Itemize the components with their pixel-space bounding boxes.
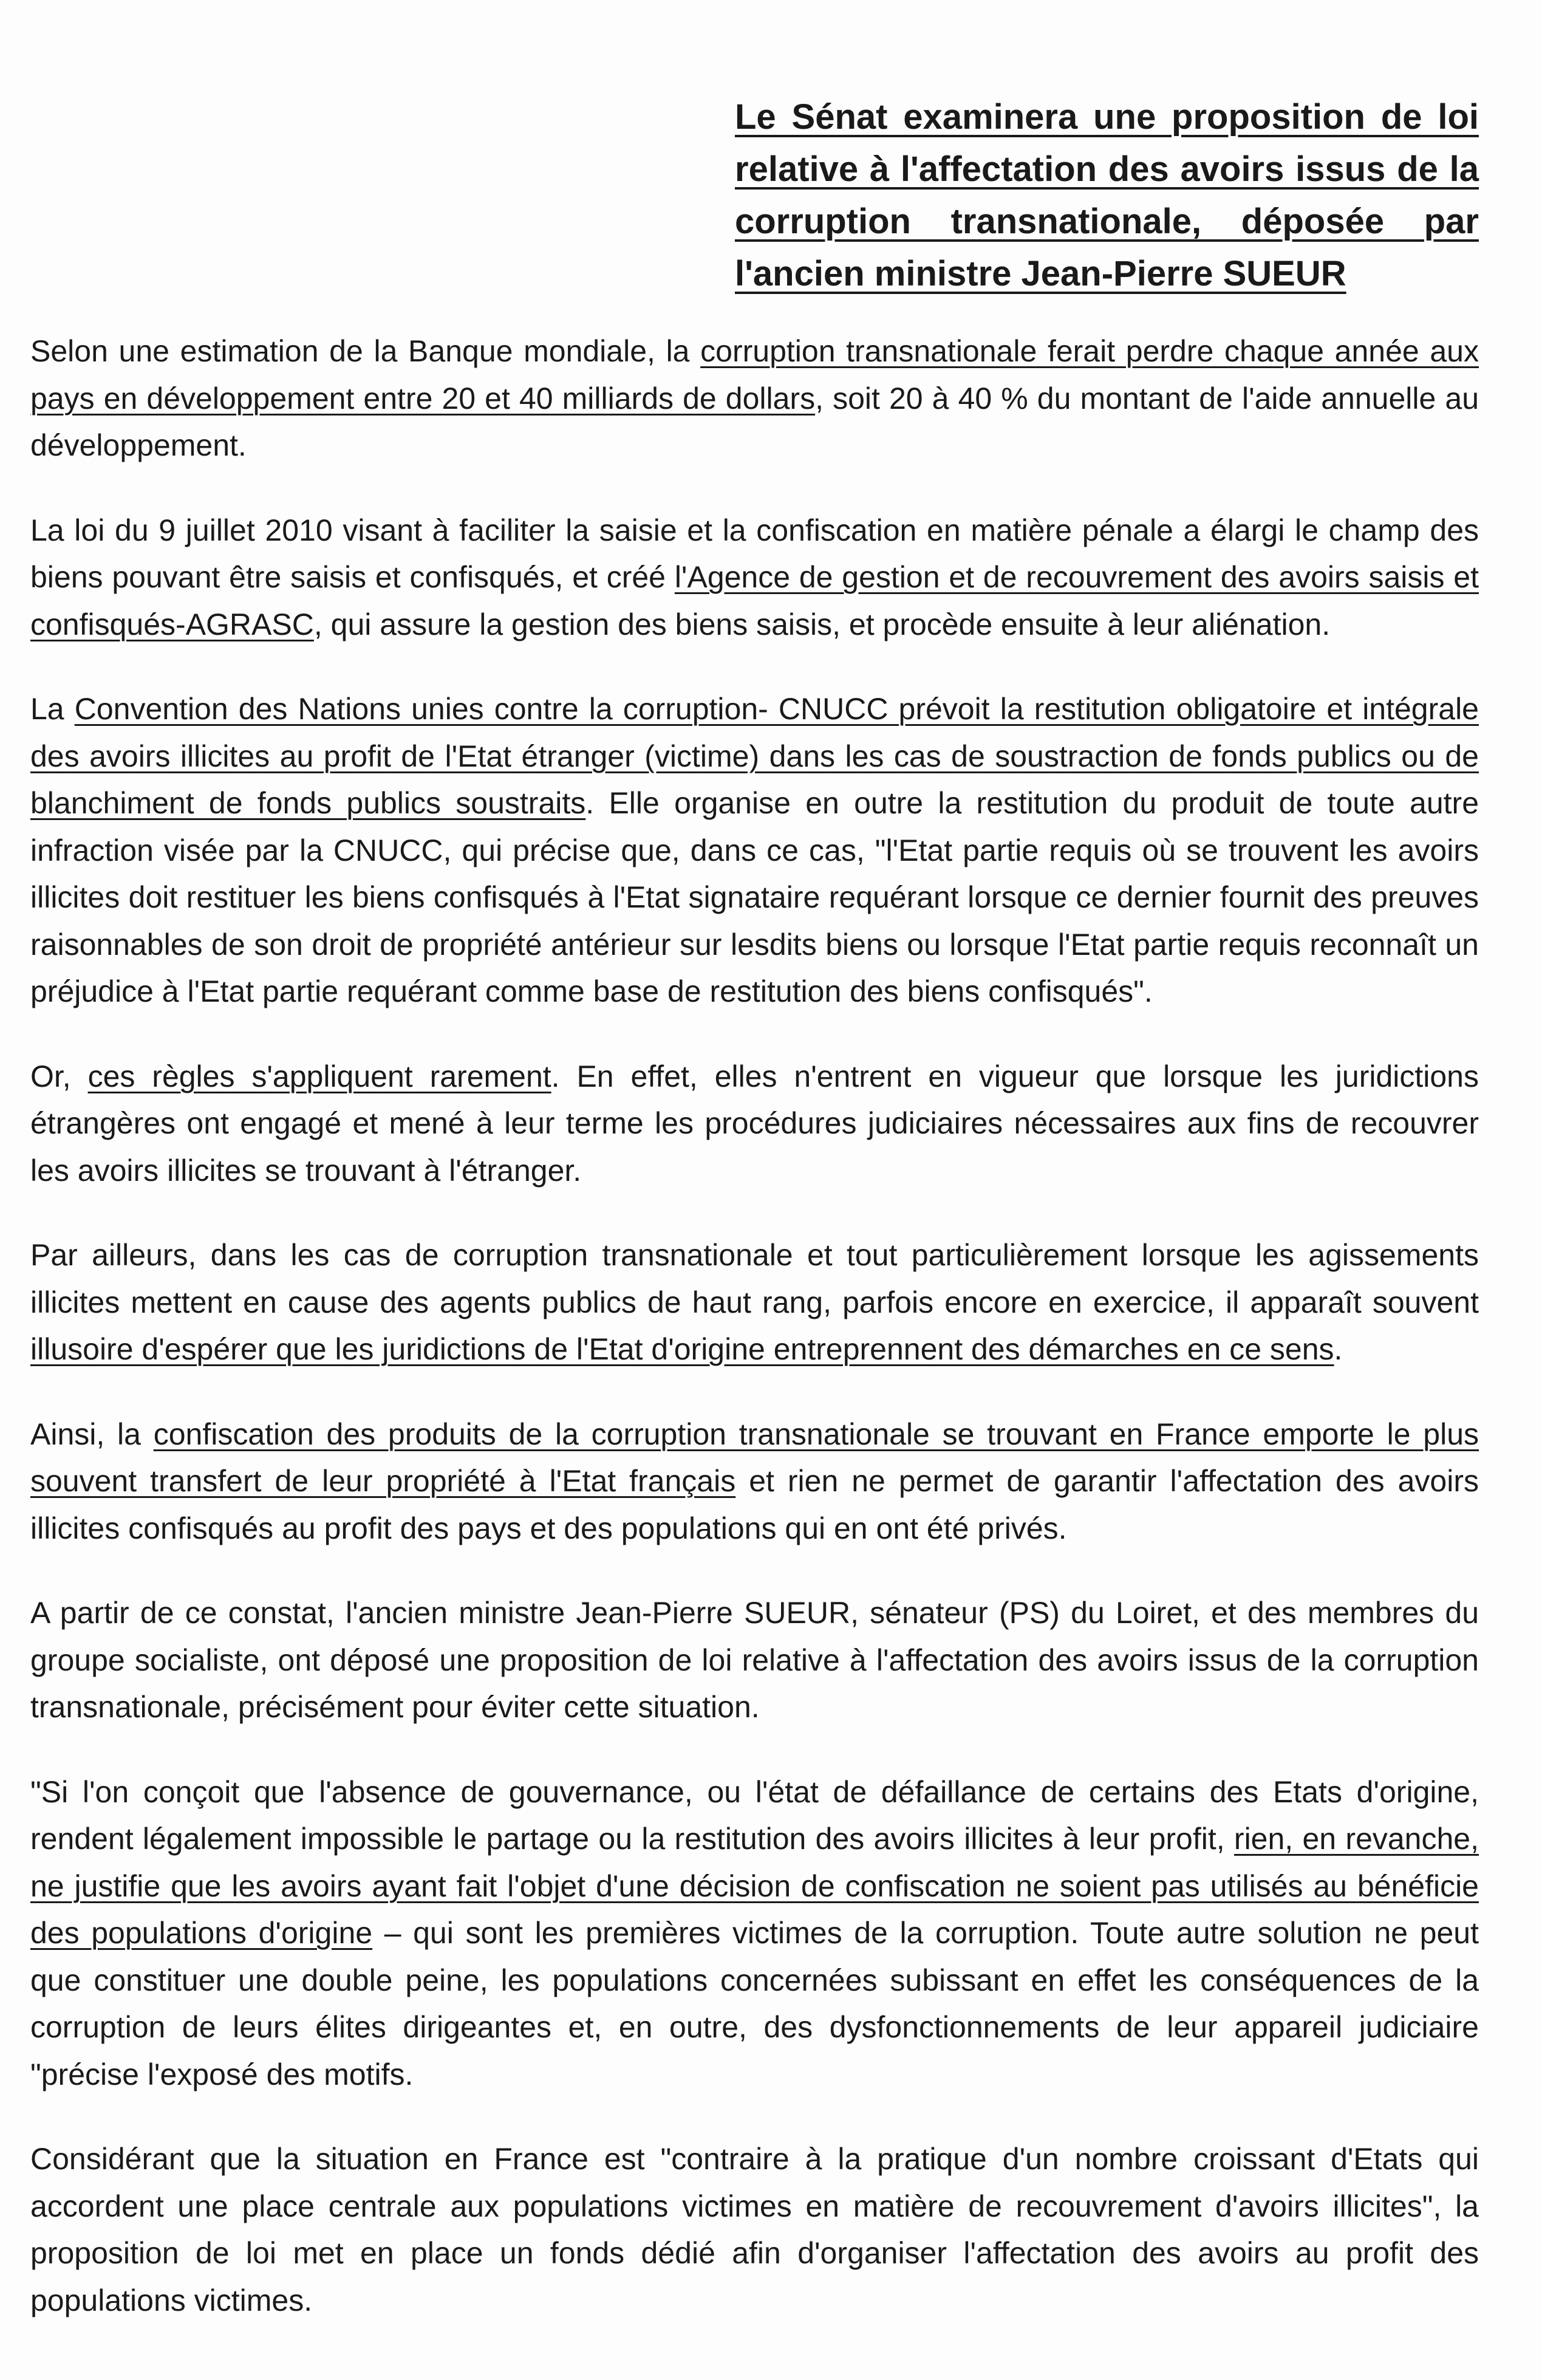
underlined-text: illusoire d'espérer que les juridictions de l'Etat d'origine entreprennent des démarches en ce sens [30,1332,1334,1366]
underlined-text: Convention des Nations unies contre la corruption- CNUCC prévoit la restitution obligatoire et intégrale des avoirs illicites au profit de l'Etat étranger (victime) dans les cas de soustraction de fonds publics ou de blanchiment de fonds publics soustraits [30,692,1479,820]
paragraph-1 [30,328,1479,470]
paragraph-4 [30,1053,1479,1195]
underlined-text: rien, en revanche, ne justifie que les avoirs ayant fait l'objet d'une décision de confiscation ne soient pas utilisés au bénéficie des populations d'origine [30,1822,1479,1950]
paragraph-6 [30,1411,1479,1553]
paragraph-9 [30,2136,1479,2324]
paragraph-text: "Si l'on conçoit que l'absence de gouvernance, ou l'état de défaillance de certains des Etats d'origine, rendent légalement impossible le partage ou la restitution des avoirs illicites à leur profit, [30,1774,1479,1856]
document-title: Le Sénat examinera une proposition de loi relative à l'affectation des avoirs issus de la corruption transnationale, déposée par l'ancien ministre Jean-Pierre SUEUR [735,97,1479,293]
paragraph-7 [30,1590,1479,1731]
paragraph-text: Considérant que la situation en France est "contraire à la pratique d'un nombre croissant d'Etats qui accordent une place centrale aux populations victimes en matière de recouvrement d'avoirs illicites", la proposition de loi met en place un fonds dédié afin d'organiser l'affectation des avoirs au profit des populations victimes. [30,2142,1479,2317]
paragraph-2 [30,507,1479,649]
paragraph-text: Selon une estimation de la Banque mondiale, la [30,334,701,368]
paragraph-text: Or, [30,1059,88,1093]
underlined-text: l'Agence de gestion et de recouvrement des avoirs saisis et confisqués-AGRASC [30,560,1479,641]
paragraph-text: La [30,692,75,726]
paragraph-text: – qui sont les premières victimes de la corruption. Toute autre solution ne peut que constituer une double peine, les populations concernées subissant en effet les conséquences de la corruption de leurs élites dirigeantes et, en outre, des dysfonctionnements de leur appareil judiciaire "précise l'exposé des motifs. [30,1916,1479,2091]
underlined-text: ces règles s'appliquent rarement [87,1059,551,1093]
document-body [30,328,1479,2362]
paragraph-text: , soit 20 à 40 % du montant de l'aide annuelle au développement. [30,381,1479,462]
paragraph-text: et rien ne permet de garantir l'affectation des avoirs illicites confisqués au profit des pays et des populations qui en ont été privés. [30,1464,1479,1545]
paragraph-text: . Elle organise en outre la restitution du produit de toute autre infraction visée par la CNUCC, qui précise que, dans ce cas, "l'Etat partie requis où se trouvent les avoirs illicites doit restituer les biens confisqués à l'Etat signataire requérant lorsque ce dernier fournit des preuves raisonnables de son droit de propriété antérieur sur lesdits biens ou lorsque l'Etat partie requis reconnaît un préjudice à l'Etat partie requérant comme base de restitution des biens confisqués". [30,786,1479,1008]
paragraph-text: Par ailleurs, dans les cas de corruption transnationale et tout particulièrement lorsque les agissements illicites mettent en cause des agents publics de haut rang, parfois encore en exercice, il apparaît souvent [30,1238,1479,1319]
paragraph-5 [30,1232,1479,1373]
paragraph-3 [30,686,1479,1016]
underlined-text: confiscation des produits de la corruption transnationale se trouvant en France emporte le plus souvent transfert de leur propriété à l'Etat français [30,1417,1479,1498]
paragraph-text: Ainsi, la [30,1417,154,1451]
paragraph-text: A partir de ce constat, l'ancien ministre Jean-Pierre SUEUR, sénateur (PS) du Loiret, et des membres du groupe socialiste, ont déposé une proposition de loi relative à l'affectation des avoirs issus de la corruption transnationale, précisément pour éviter cette situation. [30,1596,1479,1724]
paragraph-text: . [1334,1332,1343,1366]
paragraph-8 [30,1769,1479,2099]
paragraph-text: La loi du 9 juillet 2010 visant à faciliter la saisie et la confiscation en matière pénale a élargi le champ des biens pouvant être saisis et confisqués, et créé [30,513,1479,594]
paragraph-text: . En effet, elles n'entrent en vigueur que lorsque les juridictions étrangères ont engagé et mené à leur terme les procédures judiciaires nécessaires aux fins de recouvrer les avoirs illicites se trouvant à l'étranger. [30,1059,1479,1188]
paragraph-text: , qui assure la gestion des biens saisis, et procède ensuite à leur aliénation. [313,607,1331,641]
underlined-text: corruption transnationale ferait perdre chaque année aux pays en développement entre 20 et 40 milliards de dollars [30,334,1479,415]
